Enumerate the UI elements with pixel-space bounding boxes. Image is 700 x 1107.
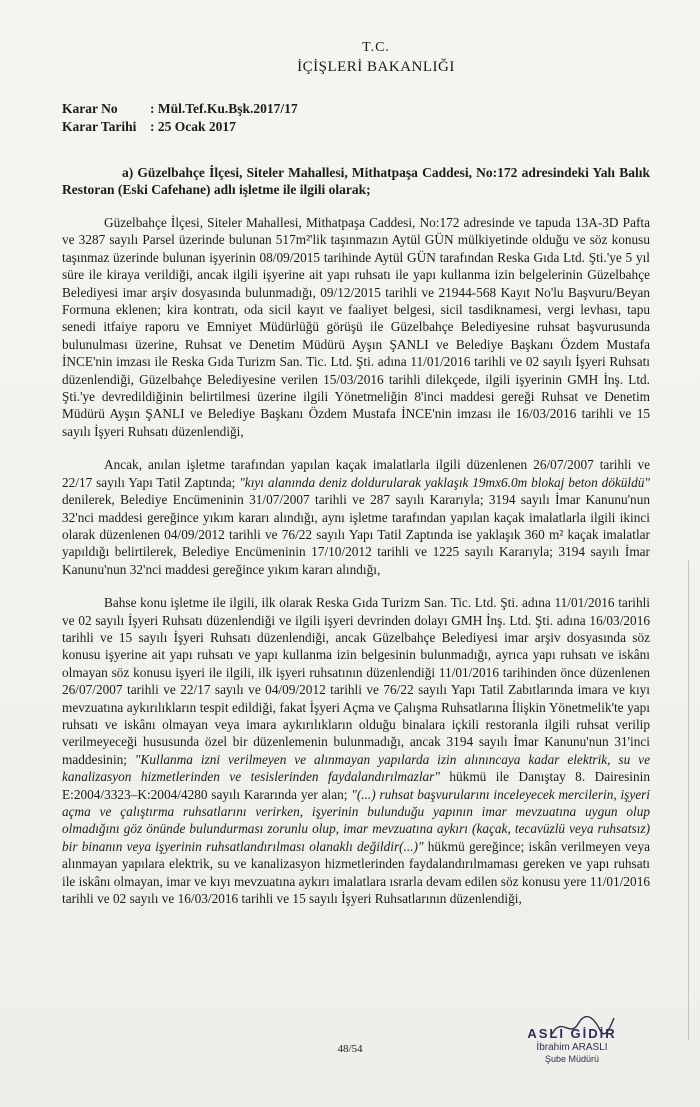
document-header [102, 40, 650, 76]
subject-heading: a) Güzelbahçe İlçesi, Siteler Mahallesi, Mithatpaşa Caddesi, No:172 adresindeki Yalı Balık Restoran (Eski Cafehane) adlı işletme ile ilgili olarak; [62, 165, 650, 197]
header-ministry: İÇİŞLERİ BAKANLIĞI [297, 59, 455, 75]
signature-line-1: ASLI GİDİR [527, 1026, 617, 1041]
karar-tarihi-value: : 25 Ocak 2017 [150, 119, 236, 134]
karar-no-label: Karar No [62, 101, 118, 116]
paragraph-1: Güzelbahçe İlçesi, Siteler Mahallesi, Mithatpaşa Caddesi, No:172 adresinde ve tapuda 13A-3D Pafta ve 3287 sayılı Parsel üzerinde bulunan 517m²'lik taşınmazın Aytül GÜN mülkiyetinde olduğu ve söz konusu taşınmaz üzerinde bulunan işyerinin 08/09/2015 tarihinde Aytül GÜN tarafından Reska Gıda Ltd. Şti.'ye 5 yıl süre ile kiraya verildiği, ancak ilgili işyerine ait yapı ruhsatı ile yapı kullanma izin belgelerinin Güzelbahçe Belediyesi imar arşiv dosyasında bulunmadığı, 09/12/2015 tarihli ve 21944-568 Kayıt No'lu Başvuru/Beyan Formuna eklenen; kira kontratı, oda sicil kayıt ve faaliyet belgesi, sicil tasdiknamesi, vergi levhası, tapu senedi itfaiye raporu ve Emniyet Müdürlüğü görüşü ile Güzelbahçe Belediyesine ruhsat başvurusunda bulunulması üzerine, Ruhsat ve Denetim Müdürü Ayşın ŞANLI ve Belediye Başkanı Özdem Mustafa İNCE'nin imzası ile Reska Gıda Turizm San. Tic. Ltd. Şti. adına 11/01/2016 tarihli ve 02 sayılı İşyeri Ruhsatı düzenlendiği, Güzelbahçe Belediyesine verilen 15/03/2016 tarihli dilekçede, ilgili işyerinin GMH İnş. Ltd. Şti.'ye devredildiğinin belirtilmesi üzerine ilgili Yönetmeliğin 8'inci maddesi gereği Ruhsat ve Denetim Müdürü Ayşın ŞANLI ve Belediye Başkanı Özdem Mustafa İNCE'nin imzası ile 16/03/2016 tarihli ve 15 sayılı İşyeri Ruhsatı düzenlendiği, [62, 215, 650, 439]
paragraph-3-text-b: hükmü ile Danıştay 8. Dairesinin E:2004/3323–K:2004/4280 sayılı Kararında yer alan; [62, 769, 650, 802]
decision-meta [62, 100, 650, 136]
paragraph-3-text-c: hükmü gereğince; iskân verilmeyen veya alınmayan yapılara elektrik, su ve kanalizasyon hizmetlerinden faydalandırılmaması gereken ve yapı ruhsatı ile iskânı olmayan, imar ve kıyı mevzuatına aykırı imalatlara ısrarla devam edilen söz konusu yere 11/01/2016 tarihli ve 02 sayılı ve 16/03/2016 tarihli ve 15 sayılı İşyeri Ruhsatlarının düzenlendiği, [62, 838, 650, 907]
paragraph-2-text-a: Ancak, anılan işletme tarafından yapılan kaçak imalatlarla ilgili düzenlenen 26/07/2007 tarihli ve 22/17 sayılı Yapı Tatil Zaptında; [62, 457, 650, 490]
signature-stamp [512, 1026, 632, 1064]
page-number: 48/54 [337, 1043, 363, 1055]
scan-margin-line [688, 560, 689, 1040]
paragraph-3 [62, 594, 650, 907]
karar-tarihi-row [62, 118, 650, 136]
karar-no-value: : Mül.Tef.Ku.Bşk.2017/17 [150, 101, 298, 116]
paragraph-3-quote-2: "(...) ruhsat başvurularını inceleyecek mercilerin, işyeri açma ve çalıştırma ruhsatlarını verirken, işyerinin bulunduğu yapının imar mevzuatına uygun olup olmadığını göz önünde bulundurması zorunlu olup, imar mevzuatına aykırı (kaçak, tecavüzlü veya ruhsatsız) bir binanın veya işyerinin ruhsatlandırılması olanaklı değildir(...)" [62, 786, 650, 854]
signature-line-2: İbrahim ARASLI [536, 1042, 608, 1053]
paragraph-3-text-a: Bahse konu işletme ile ilgili, ilk olarak Reska Gıda Turizm San. Tic. Ltd. Şti. adına 11/01/2016 tarihli ve 02 sayılı İşyeri Ruhsatı düzenlendiği ve ilgili işyeri devrinden dolayı GMH İnş. Ltd. Şti. adına 16/03/2016 tarihli ve 15 sayılı İşyeri Ruhsatı düzenlendiği, ancak Güzelbahçe Belediyesi imar arşiv dosyasında söz konusu işyerine ait yapı ruhsatı ve yapı kullanma izin belgesinin bulunmadığı, ayrıca yapı ruhsatı ve iskânı olmayan söz konusu işyeri ile ilgili, ilk işyeri ruhsatının düzenlendiği 11/01/2016 tarihinden önce düzenlenen 26/07/2007 tarihli ve 22/17 sayılı ve 04/09/2012 tarihli ve 76/22 sayılı Yapı Tatil Zabıtlarında imara ve kıyı mevzuatına aykırılıkların tespit edildiği, fakat İşyeri Açma ve Çalışma Ruhsatlarına İlişkin Yönetmelik'te yapı ruhsatı ve iskânı olmayan veya imara aykırılıkların olduğu binalara içkili restoranla ilgili ruhsat verilip verilmeyeceği hususunda özel bir düzenlemenin bulunmadığı, ancak 3194 sayılı İmar Kanunu'nun 31'inci maddesinin; [62, 595, 650, 767]
karar-tarihi-label: Karar Tarihi [62, 119, 137, 134]
paragraph-3-quote-1: "Kullanma izni verilmeyen ve alınmayan yapılarda izin alınıncaya kadar elektrik, su ve kanalizasyon hizmetlerinden ve tesislerinden faydalandırılmazlar" [62, 751, 650, 785]
karar-no-row [62, 100, 650, 118]
paragraph-2-quote: "kıyı alanında deniz doldurularak yaklaşık 19mx6.0m blokaj beton döküldü" [239, 474, 650, 490]
paragraph-2-text-b: denilerek, Belediye Encümeninin 31/07/2007 tarihli ve 287 sayılı Kararıyla; 3194 sayılı İmar Kanunu'nun 32'nci maddesi gereğince yıkım kararı alındığı, aynı işletme tarafından yapılan kaçak imalatlarla ilgili ikinci olarak düzenlenen 04/09/2012 tarihli ve 76/22 sayılı Yapı Tatil Zaptında ise yaklaşık 360 m² kaçak imalatlar yapıldığı belirtilerek, Belediye Encümeninin 17/10/2012 tarihli ve 1225 sayılı Kararıyla; 3194 sayılı İmar Kanunu'nun 32'nci maddesi gereğince yıkım kararı alındığı, [62, 492, 650, 577]
paragraph-2 [62, 456, 650, 578]
signature-line-3: Şube Müdürü [544, 1054, 600, 1064]
header-tc: T.C. [362, 40, 390, 55]
